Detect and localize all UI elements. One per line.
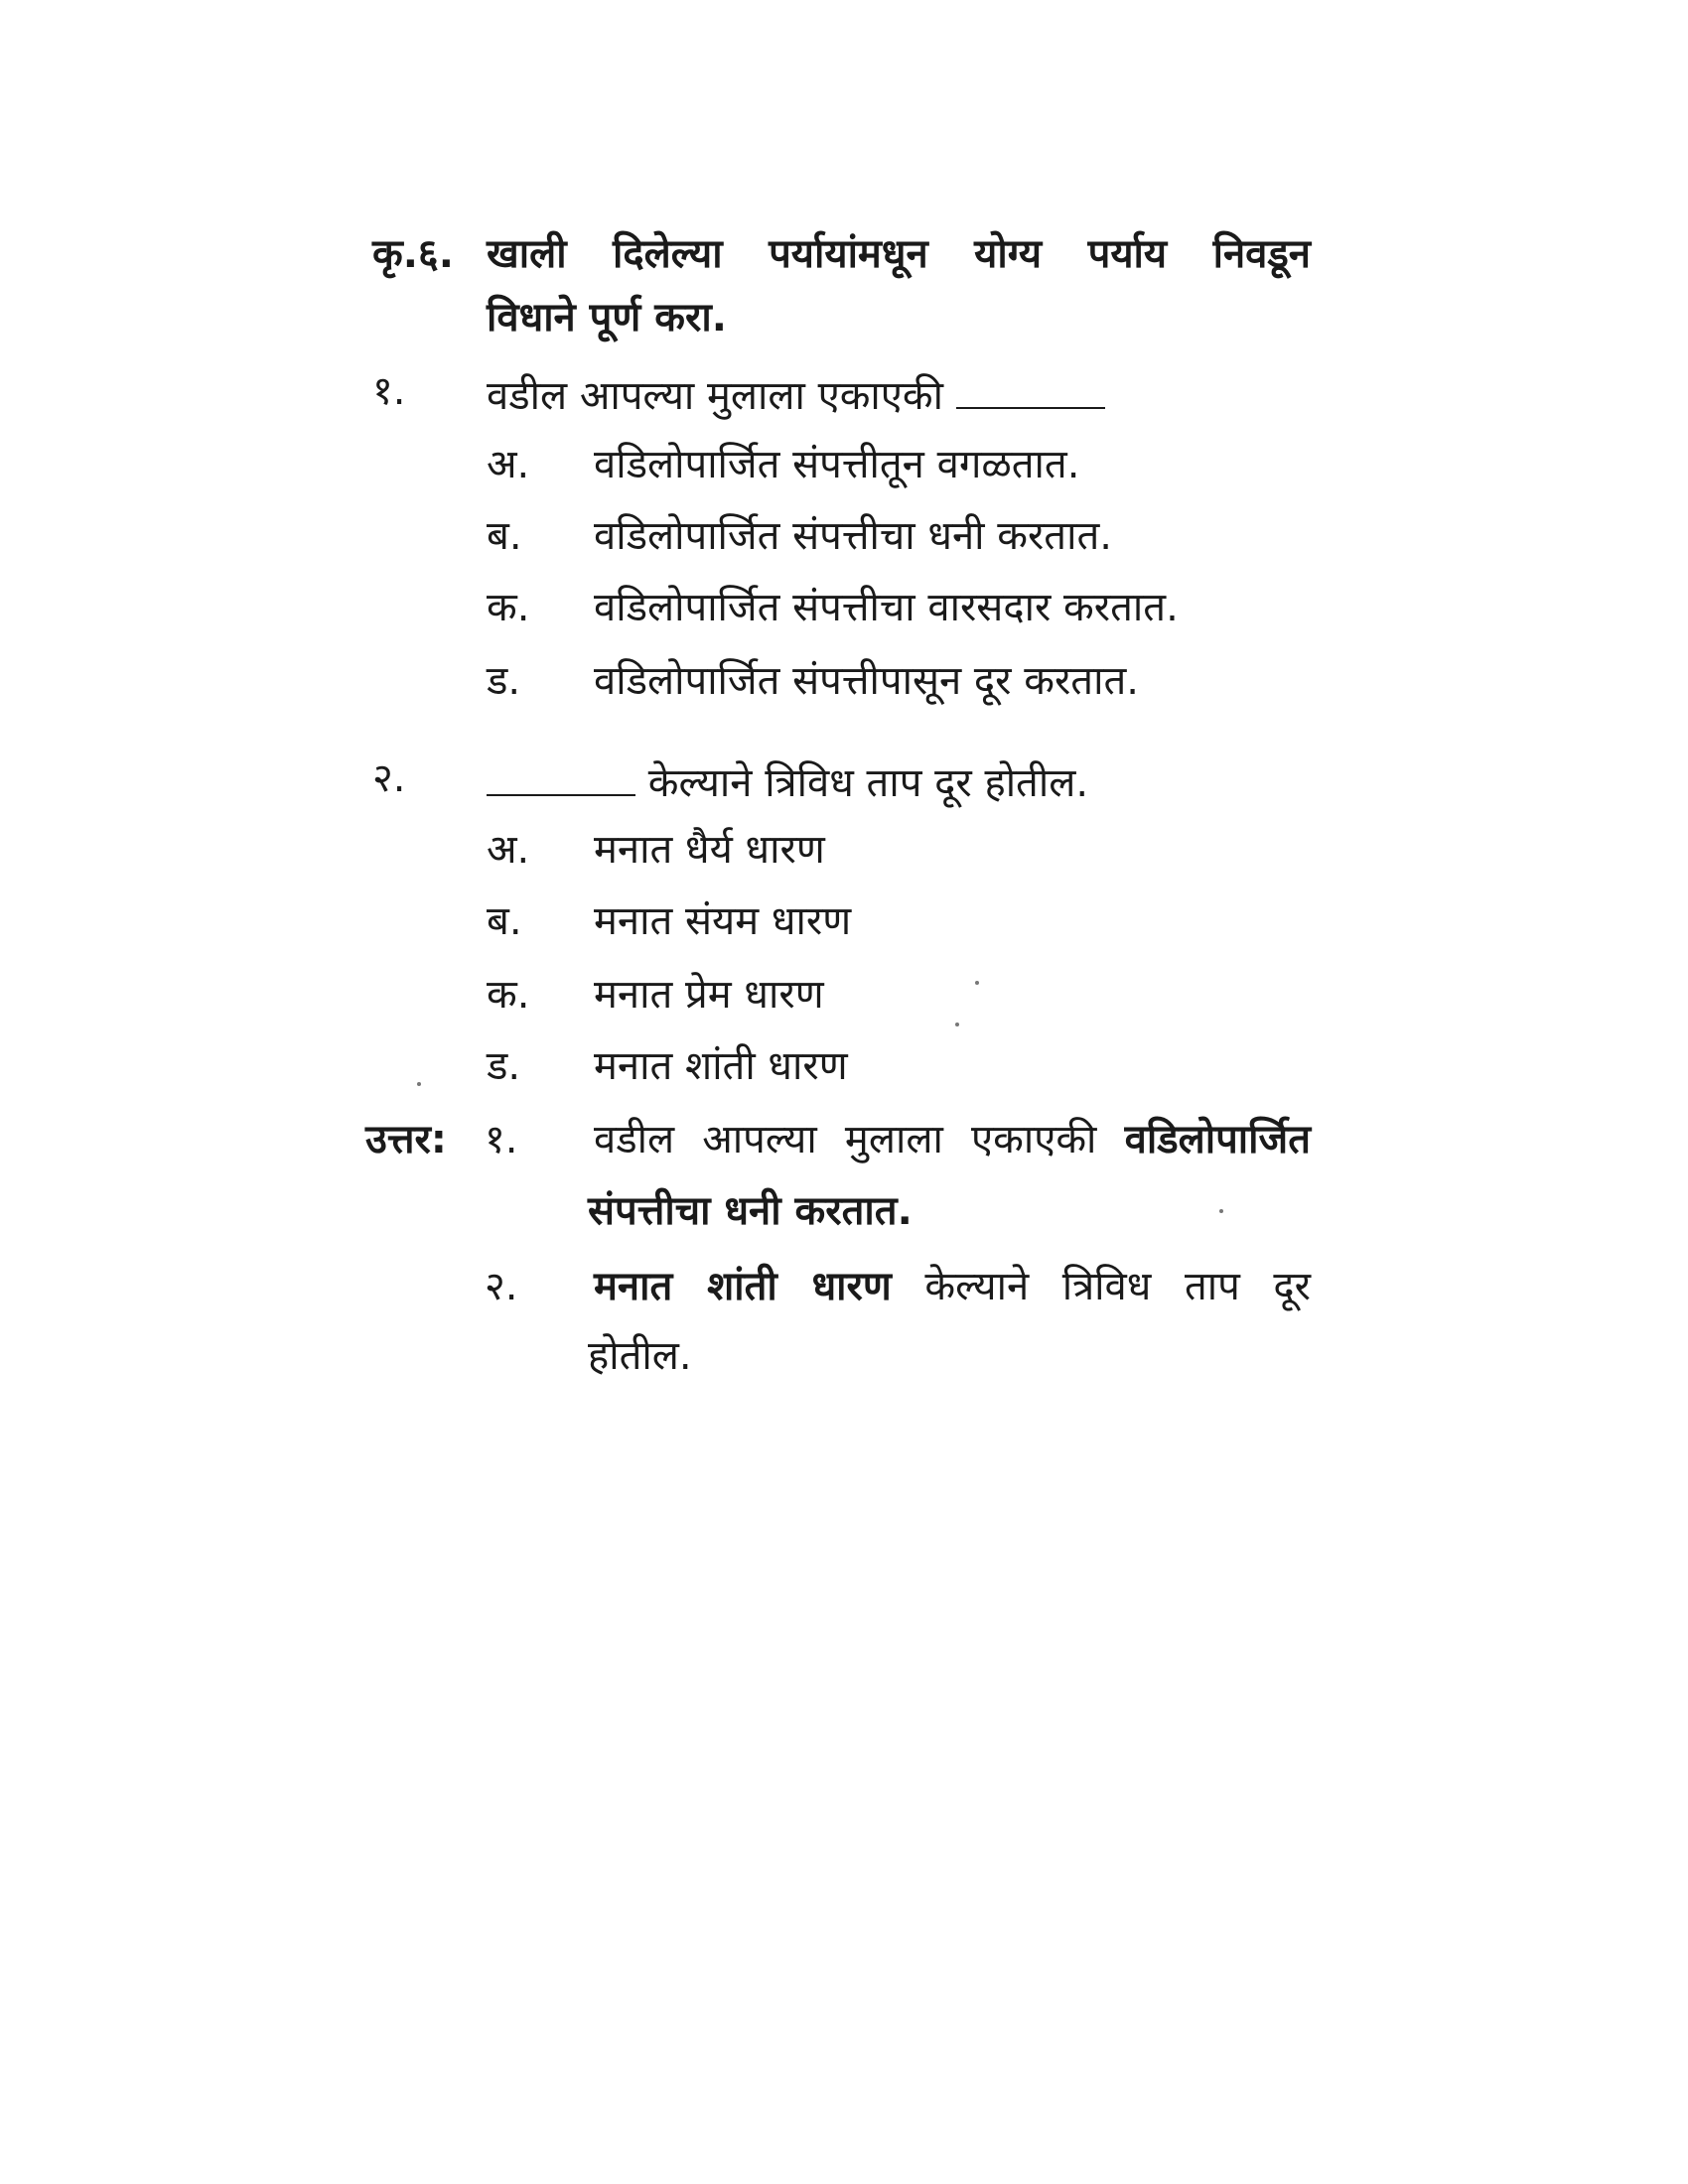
- item-2-stem-text: केल्याने त्रिविध ताप दूर होतील.: [647, 760, 1089, 806]
- question-heading-line-2: विधाने पूर्ण करा.: [487, 295, 727, 341]
- scan-speck: [417, 1082, 421, 1086]
- item-1-option-c-text: वडिलोपार्जित संपत्तीचा वारसदार करतात.: [594, 585, 1179, 630]
- item-2-option-b-label: ब.: [487, 898, 522, 944]
- item-1-option-a-label: अ.: [487, 442, 530, 487]
- item-1-option-a-text: वडिलोपार्जित संपत्तीतून वगळतात.: [594, 442, 1080, 487]
- item-2-option-b-text: मनात संयम धारण: [594, 898, 852, 944]
- item-1-option-d-label: ड.: [487, 658, 521, 704]
- answer-2-line-1: [594, 1259, 1311, 1314]
- question-heading-line-1: खाली दिलेल्या पर्यायांमधून योग्य पर्याय निवडून: [487, 231, 1311, 277]
- item-2-option-d-text: मनात शांती धारण: [594, 1043, 848, 1089]
- answer-label: उत्तर:: [365, 1117, 447, 1162]
- answer-2-bold-text: मनात शांती धारण: [594, 1264, 892, 1309]
- item-1-option-d-text: वडिलोपार्जित संपत्तीपासून दूर करतात.: [594, 658, 1139, 704]
- item-2-blank: [487, 751, 635, 796]
- question-label: कृ.६.: [372, 231, 454, 277]
- item-1-stem-text: वडील आपल्या मुलाला एकाएकी: [487, 373, 943, 419]
- answer-1-bold-text-2: संपत्तीचा धनी करतात.: [588, 1188, 913, 1234]
- answer-1-line-1: [594, 1112, 1311, 1167]
- answer-2-number: २.: [485, 1264, 518, 1309]
- scan-speck: [975, 981, 979, 985]
- answer-1-plain-text: वडील आपल्या मुलाला एकाएकी: [594, 1117, 1097, 1162]
- item-1-blank: [956, 363, 1105, 409]
- item-1-number: १.: [372, 368, 406, 414]
- item-2-number: २.: [372, 755, 406, 801]
- item-2-option-c-label: क.: [487, 972, 530, 1018]
- answer-2-line-2: होतील.: [588, 1333, 692, 1379]
- item-1-option-c-label: क.: [487, 585, 530, 630]
- item-1-option-b-label: ब.: [487, 513, 522, 559]
- answer-1-bold-text-1: वडिलोपार्जित: [1124, 1117, 1311, 1162]
- item-2-option-a-label: अ.: [487, 827, 530, 873]
- answer-2-plain-text: केल्याने त्रिविध ताप दूर: [924, 1264, 1311, 1309]
- item-1-stem: [487, 363, 1105, 424]
- item-2-stem: [487, 751, 1088, 811]
- item-2-option-c-text: मनात प्रेम धारण: [594, 972, 824, 1018]
- item-2-option-a-text: मनात धैर्य धारण: [594, 827, 825, 873]
- item-2-option-d-label: ड.: [487, 1043, 521, 1089]
- scan-speck: [1219, 1209, 1223, 1213]
- answer-1-number: १.: [485, 1117, 518, 1162]
- item-1-option-b-text: वडिलोपार्जित संपत्तीचा धनी करतात.: [594, 513, 1112, 559]
- scan-speck: [955, 1023, 959, 1026]
